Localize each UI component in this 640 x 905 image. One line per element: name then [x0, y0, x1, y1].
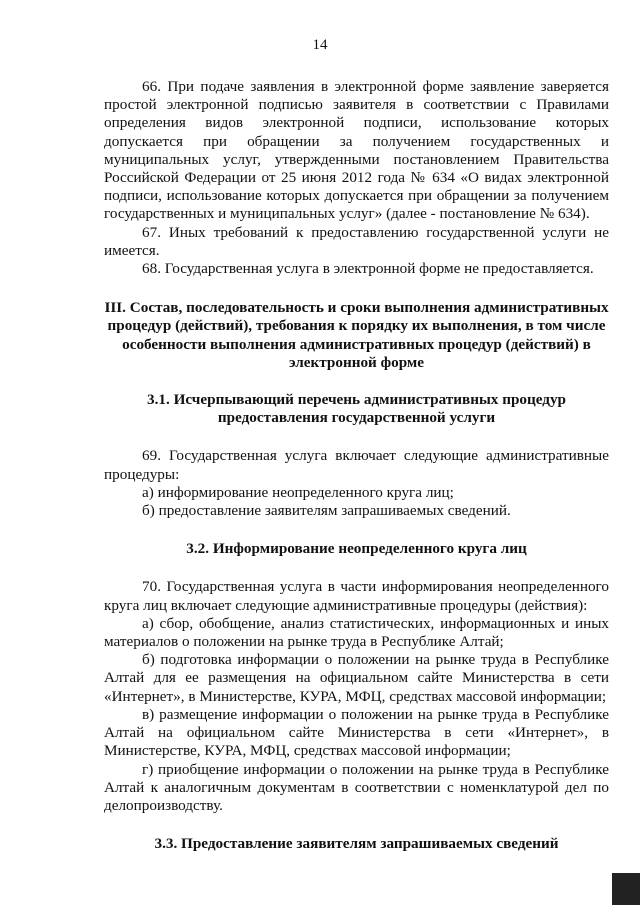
spacer [104, 372, 609, 391]
list-item: г) приобщение информации о положении на рынке труда в Республике Алтай к аналогичным документам в соответствии с номенклатурой дел по делопроизводству. [104, 760, 609, 814]
spacer [104, 520, 609, 540]
list-item: а) информирование неопределенного круга лиц; [142, 483, 454, 501]
spacer [104, 427, 609, 447]
page-content [104, 78, 609, 853]
list-item: а) сбор, обобщение, анализ статистических, информационных и иных материалов о положении на рынке труда в Республике Алтай; [104, 614, 609, 651]
list-item: б) предоставление заявителям запрашиваемых сведений. [142, 502, 511, 520]
scan-corner-mark [612, 873, 640, 905]
spacer [104, 815, 609, 835]
page-number: 14 [312, 37, 328, 53]
paragraph-68: 68. Государственная услуга в электронной форме не предоставляется. [142, 260, 594, 278]
list-item: б) подготовка информации о положении на рынке труда в Республике Алтай для ее размещения на официальном сайте Министерства в сети «Интернет», в Министерстве, КУРА, МФЦ, средствах массовой информации; [104, 651, 609, 705]
spacer [104, 278, 609, 299]
paragraph-66: 66. При подаче заявления в электронной форме заявление заверяется простой электронной подписью заявителя в соответствии с Правилами определения видов электронной подписи, использование которых допускается при обращении за получением государственных и муниципальных услуг, утвержденными постановлением Правительства Российской Федерации от 25 июня 2012 года № 634 «О видах электронной подписи, использование которых допускается при обращении за получением государственных и муниципальных услуг» (далее - постановление № 634). [104, 78, 609, 223]
paragraph-67: 67. Иных требований к предоставлению государственной услуги не имеется. [104, 223, 609, 259]
subsection-3-3-heading: 3.3. Предоставление заявителям запрашиваемых сведений [154, 835, 559, 853]
paragraph-69: 69. Государственная услуга включает следующие административные процедуры: [104, 447, 609, 483]
section-heading: III. Состав, последовательность и сроки выполнения административных процедур (действий), требования к порядку их выполнения, в том числе особенности выполнения административных процедур (действий) в электронной форме [104, 299, 609, 371]
subsection-3-1-heading: 3.1. Исчерпывающий перечень административных процедур предоставления государственной услуги [146, 391, 567, 427]
paragraph-70: 70. Государственная услуга в части информирования неопределенного круга лиц включает следующие административные процедуры (действия): [104, 578, 609, 614]
spacer [104, 558, 609, 578]
subsection-3-2-heading: 3.2. Информирование неопределенного круга лиц [186, 540, 527, 558]
list-item: в) размещение информации о положении на рынке труда в Республике Алтай на официальном сайте Министерства в сети «Интернет», в Министерстве, КУРА, МФЦ, средствах массовой информации; [104, 705, 609, 760]
